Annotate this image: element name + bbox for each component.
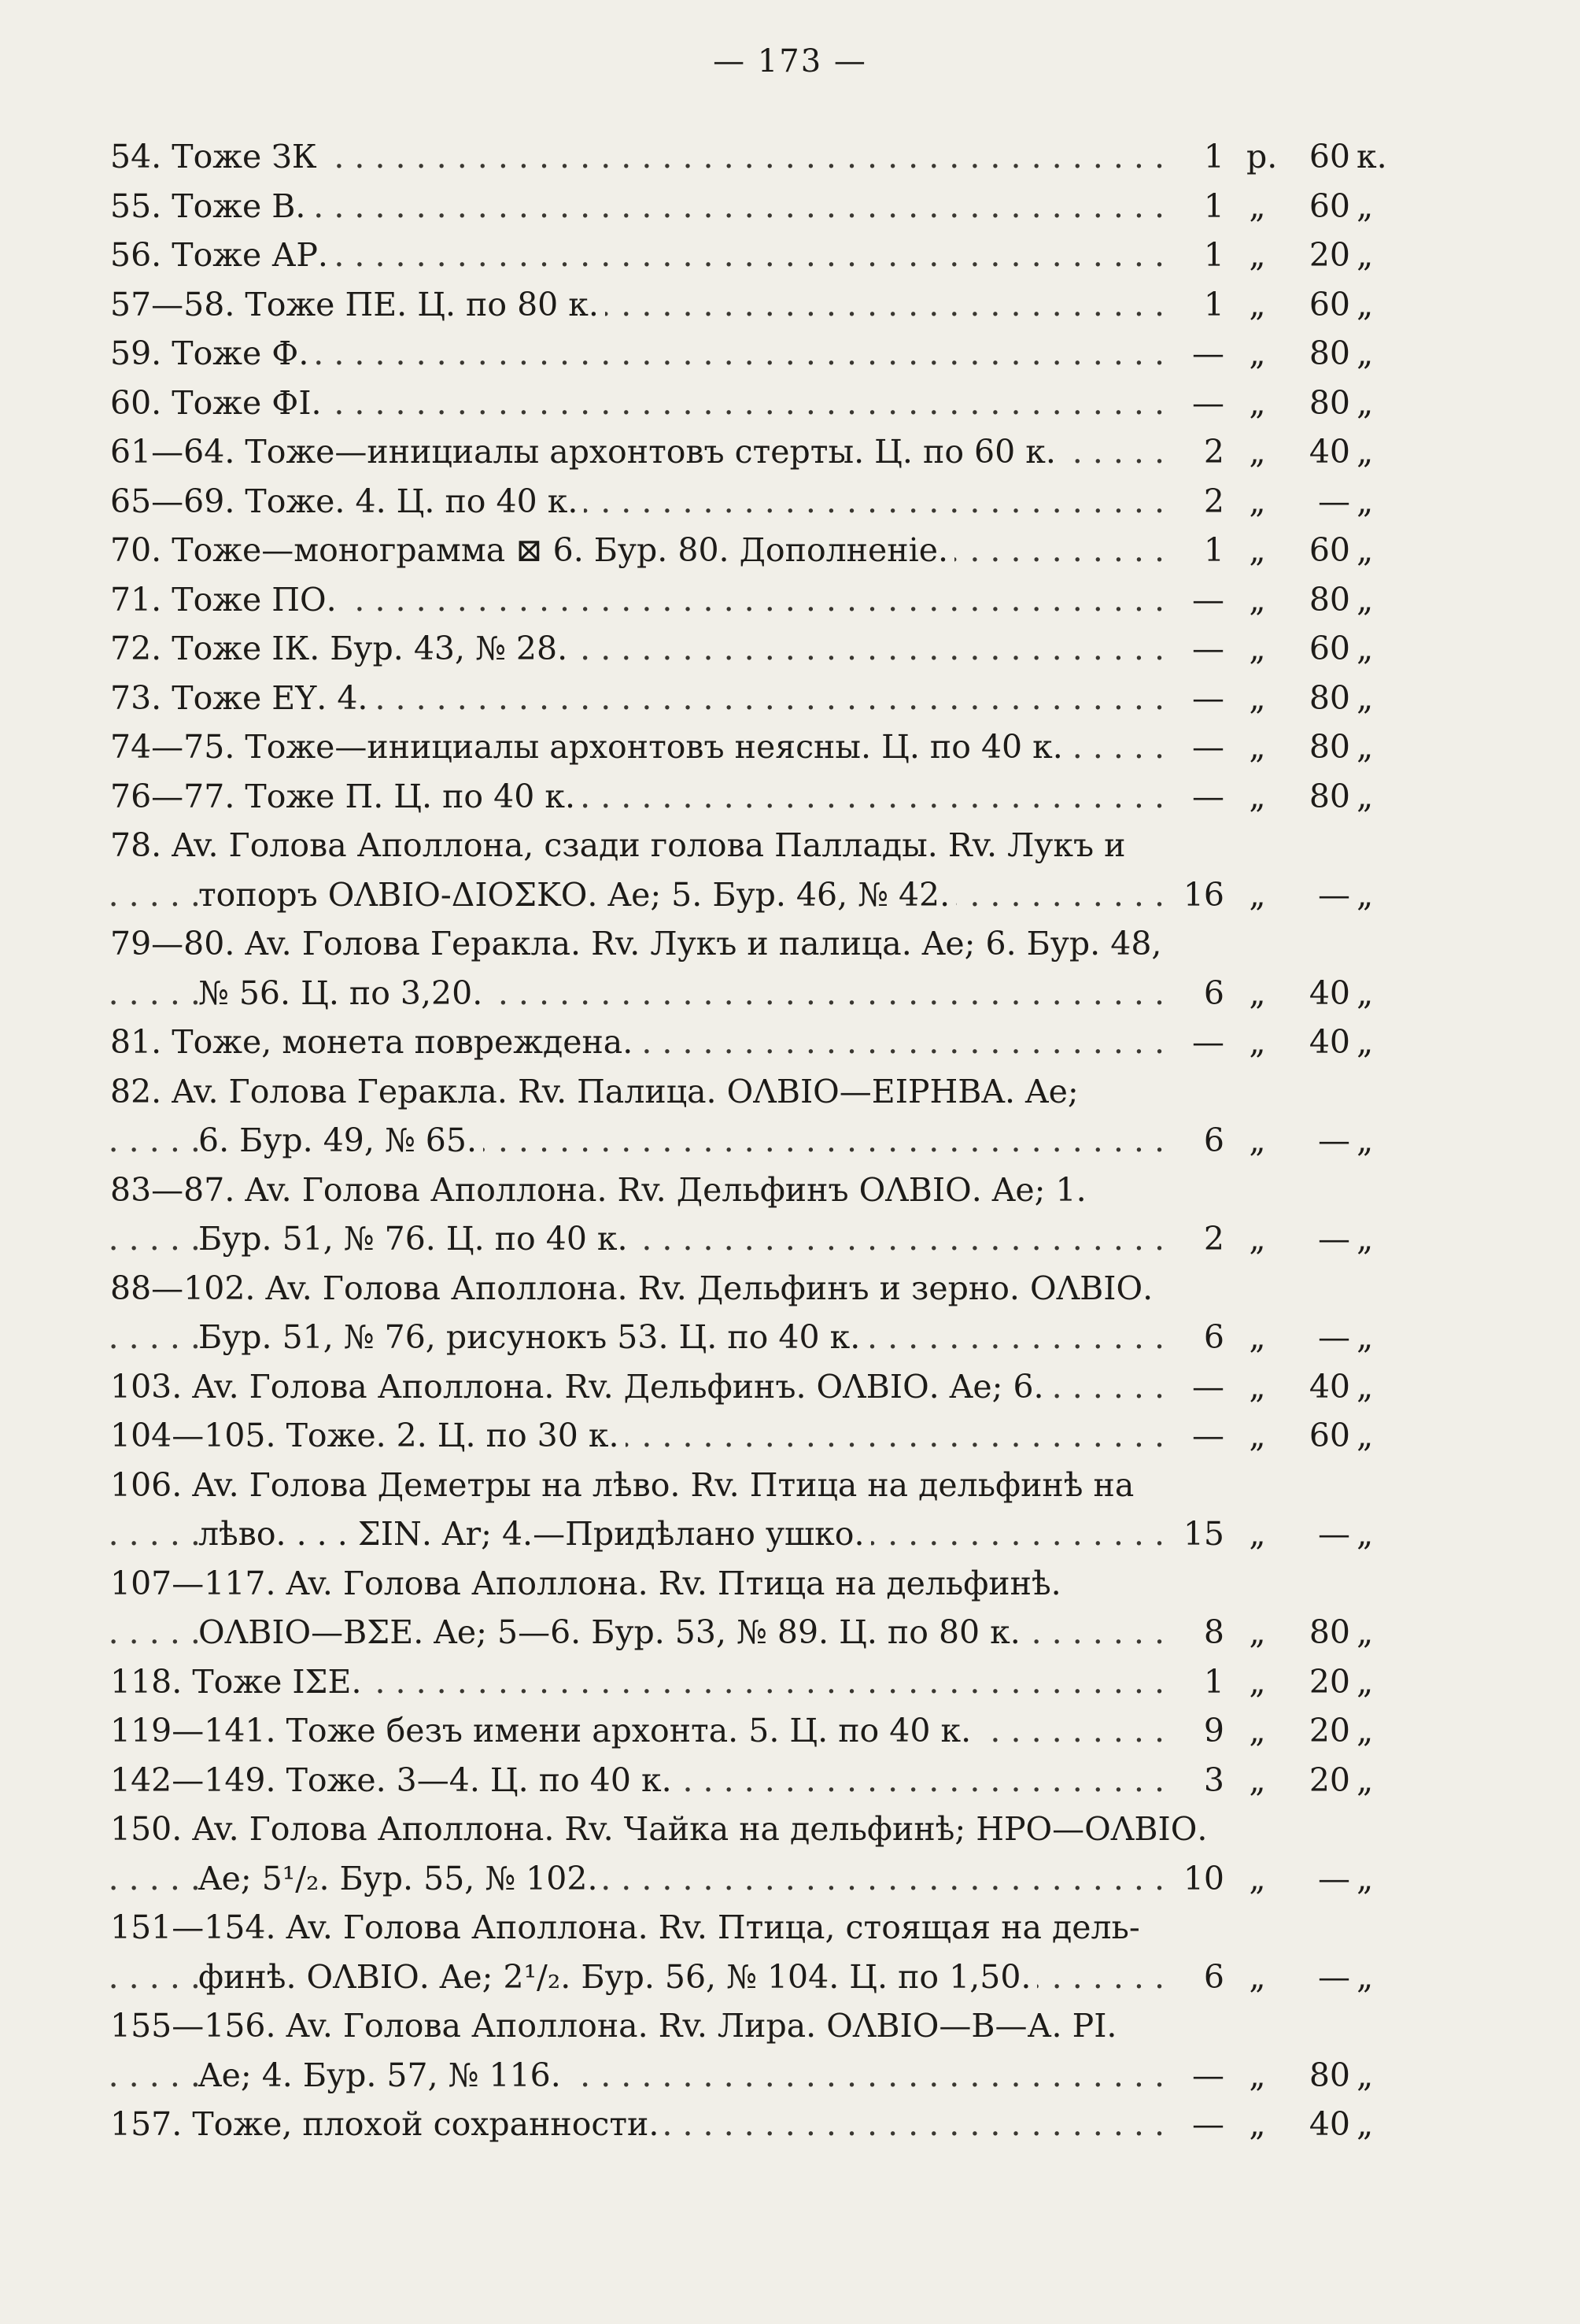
entry-text: 150. Av. Голова Аполлона. Rv. Чайка на дельфинѣ; НРО—ОΛВІО.: [110, 1810, 1213, 1848]
price-rubles: —: [1192, 580, 1224, 619]
entry-line: [110, 286, 1377, 335]
price-kopecks: 40: [1309, 433, 1350, 471]
page-number: — 173 —: [713, 43, 867, 79]
price-separator: „: [1249, 187, 1266, 225]
price-kopecks: 40: [1309, 1023, 1350, 1061]
entry-line: [110, 1810, 1377, 1860]
price-unit: „: [1357, 1417, 1374, 1454]
entry-text: 6. Бур. 49, № 65.: [198, 1121, 483, 1159]
entry-text: 76—77. Тоже П. Ц. по 40 к.: [110, 778, 581, 815]
entry-price: [1171, 728, 1377, 777]
catalog-entry: [110, 826, 1377, 925]
price-separator: „: [1249, 1761, 1266, 1799]
price-kopecks: —: [1318, 1220, 1350, 1258]
price-rubles: —: [1192, 630, 1224, 667]
entry-text: 82. Av. Голова Геракла. Rv. Палица. ОΛВІО—ΕΙΡΗΒΑ. Ae;: [110, 1073, 1085, 1110]
entry-text: 59. Тоже Ф.: [110, 334, 315, 372]
entry-price: [1171, 974, 1377, 1023]
entry-line: [110, 876, 1377, 926]
price-rubles: —: [1192, 383, 1224, 422]
entry-text: 81. Тоже, монета повреждена.: [110, 1023, 639, 1061]
price-separator: „: [1249, 334, 1266, 372]
price-unit: „: [1357, 1712, 1374, 1749]
price-rubles: —: [1192, 1023, 1224, 1061]
price-rubles: —: [1192, 1417, 1224, 1454]
entry-price: [1171, 1860, 1377, 1908]
entry-text: финѣ. ОΛВІО. Ae; 2¹/₂. Бур. 56, № 104. Ц. по 1,50.: [198, 1958, 1037, 1996]
price-separator: „: [1249, 875, 1266, 914]
entry-line: [110, 1613, 1377, 1663]
entry-line: [110, 826, 1377, 876]
entry-line: [110, 1417, 1377, 1466]
price-unit: „: [1357, 1613, 1374, 1651]
entry-line: [110, 974, 1377, 1024]
price-rubles: 15: [1183, 1515, 1224, 1553]
price-separator: „: [1249, 433, 1266, 471]
price-kopecks: —: [1318, 1318, 1350, 1356]
entry-line: [110, 1368, 1377, 1417]
entry-text: 74—75. Тоже—инициалы архонтовъ неясны. Ц. по 40 к.: [110, 728, 1069, 766]
catalog-entry: [110, 482, 1377, 532]
catalog-entry: [110, 1417, 1377, 1466]
price-kopecks: —: [1318, 482, 1350, 520]
catalog-entry: [110, 2105, 1377, 2155]
price-unit: „: [1357, 2056, 1374, 2094]
entry-price: [1171, 1121, 1377, 1170]
catalog-entry: [110, 1368, 1377, 1417]
price-separator: „: [1249, 531, 1266, 569]
entry-line: [110, 1171, 1377, 1221]
price-rubles: 2: [1203, 1220, 1224, 1258]
catalog-entry: [110, 630, 1377, 679]
entry-text: 155—156. Av. Голова Аполлона. Rv. Лира. ОΛВІО—В—А. РІ.: [110, 2007, 1123, 2045]
price-rubles: 1: [1203, 1662, 1224, 1701]
price-kopecks: 60: [1309, 630, 1350, 667]
price-rubles: 8: [1203, 1613, 1224, 1651]
price-kopecks: 60: [1309, 1417, 1350, 1454]
price-kopecks: 40: [1309, 2105, 1350, 2143]
entry-price: [1171, 1023, 1377, 1072]
entry-price: [1171, 334, 1377, 383]
price-kopecks: 80: [1309, 2056, 1350, 2094]
entry-line: [110, 581, 1377, 630]
price-separator: „: [1249, 728, 1266, 766]
entry-line: [110, 433, 1377, 482]
entry-text: 83—87. Av. Голова Аполлона. Rv. Дельфинъ ОΛВІО. Ae; 1.: [110, 1171, 1093, 1209]
entry-line: [110, 138, 1387, 187]
entry-price: [1171, 1712, 1377, 1761]
entry-line: [110, 1958, 1377, 2008]
entry-text: 79—80. Av. Голова Геракла. Rv. Лукъ и палица. Ae; 6. Бур. 48,: [110, 925, 1168, 962]
entry-line: [110, 1761, 1377, 1811]
price-unit: „: [1357, 433, 1374, 471]
entry-line: [110, 1663, 1377, 1713]
entry-line: [110, 1565, 1377, 1614]
price-rubles: 6: [1203, 1957, 1224, 1996]
price-unit: „: [1357, 1515, 1374, 1553]
price-separator: „: [1249, 1712, 1266, 1749]
entry-price: [1171, 286, 1377, 334]
entry-text: 70. Тоже—монограмма ⊠ 6. Бур. 80. Дополненіе.: [110, 531, 954, 569]
entry-line: [110, 1466, 1377, 1516]
entry-price: [1171, 2056, 1377, 2105]
price-kopecks: 60: [1309, 187, 1350, 225]
price-rubles: —: [1192, 678, 1224, 717]
price-kopecks: 20: [1309, 1662, 1350, 1701]
price-unit: „: [1357, 630, 1374, 667]
price-unit: „: [1357, 1220, 1374, 1258]
entry-price: [1171, 1220, 1377, 1269]
entry-line: [110, 1908, 1377, 1958]
entry-line: [110, 1515, 1377, 1565]
entry-text: 119—141. Тоже безъ имени архонта. 5. Ц. по 40 к.: [110, 1712, 977, 1749]
price-rubles: —: [1192, 2105, 1224, 2143]
catalog-entry: [110, 679, 1377, 729]
price-unit: „: [1357, 728, 1374, 766]
catalog-entry: [110, 1171, 1377, 1269]
price-kopecks: 40: [1309, 974, 1350, 1012]
entry-price: [1171, 778, 1377, 826]
price-kopecks: 20: [1309, 1761, 1350, 1799]
entry-line: [110, 2105, 1377, 2155]
entry-price: [1171, 2105, 1377, 2154]
price-separator: „: [1249, 285, 1266, 323]
catalog-entry: [110, 187, 1377, 237]
price-rubles: 9: [1203, 1712, 1224, 1749]
price-unit: „: [1357, 285, 1374, 323]
entry-price: [1171, 482, 1377, 531]
price-rubles: —: [1192, 334, 1224, 372]
entry-text: 157. Тоже, плохой сохранности.: [110, 2105, 665, 2143]
catalog-entry: [110, 1663, 1377, 1713]
entry-line: [110, 1073, 1377, 1122]
price-unit: „: [1357, 334, 1374, 372]
entry-text: Ae; 4. Бур. 57, № 116.: [198, 2056, 567, 2094]
price-unit: „: [1357, 1761, 1374, 1799]
entry-text: 88—102. Av. Голова Аполлона. Rv. Дельфинъ и зерно. ОΛВІО.: [110, 1269, 1159, 1307]
entry-price: [1171, 679, 1377, 728]
catalog-entry: [110, 531, 1377, 581]
price-separator: „: [1249, 383, 1266, 422]
entry-line: [110, 1023, 1377, 1073]
price-separator: „: [1249, 236, 1266, 274]
entry-price: [1171, 236, 1377, 285]
price-rubles: —: [1192, 728, 1224, 766]
price-rubles: 6: [1203, 1121, 1224, 1159]
entry-line: [110, 187, 1377, 237]
entry-price: [1171, 531, 1377, 580]
entry-price: [1171, 384, 1377, 433]
price-unit: „: [1357, 875, 1374, 914]
price-rubles: —: [1192, 1367, 1224, 1406]
price-unit: „: [1357, 678, 1374, 717]
price-separator: „: [1249, 1121, 1266, 1159]
price-unit: „: [1357, 1318, 1374, 1356]
price-separator: „: [1249, 2105, 1266, 2143]
price-unit: „: [1357, 1367, 1374, 1406]
price-separator: „: [1249, 1220, 1266, 1258]
entry-price: [1171, 876, 1377, 925]
entry-text: 57—58. Тоже ПЕ. Ц. по 80 к.: [110, 286, 605, 323]
entry-price: [1171, 1368, 1377, 1417]
price-rubles: 16: [1183, 875, 1224, 914]
catalog-entry: [110, 1269, 1377, 1368]
catalog-entries: [110, 138, 1387, 2155]
price-unit: „: [1357, 187, 1374, 225]
price-unit: „: [1357, 1121, 1374, 1159]
entry-price: [1171, 630, 1377, 678]
entry-text: 106. Av. Голова Деметры на лѣво. Rv. Птица на дельфинѣ на: [110, 1466, 1140, 1504]
price-kopecks: 80: [1309, 383, 1350, 422]
entry-text: Бур. 51, № 76. Ц. по 40 к.: [198, 1220, 634, 1258]
price-separator: „: [1249, 678, 1266, 717]
price-separator: „: [1249, 1417, 1266, 1454]
price-unit: „: [1357, 2105, 1374, 2143]
price-kopecks: —: [1318, 1121, 1350, 1159]
price-unit: „: [1357, 236, 1374, 274]
entry-price: [1171, 1417, 1377, 1465]
price-separator: „: [1249, 1515, 1266, 1553]
entry-line: [110, 728, 1377, 778]
catalog-entry: [110, 286, 1377, 335]
entry-line: [110, 925, 1377, 974]
entry-line: [110, 1121, 1377, 1171]
catalog-entry: [110, 1023, 1377, 1073]
catalog-entry: [110, 581, 1377, 630]
price-separator: „: [1249, 974, 1266, 1012]
entry-text: 72. Тоже ІК. Бур. 43, № 28.: [110, 630, 574, 667]
price-unit: „: [1357, 1859, 1374, 1897]
price-rubles: 6: [1203, 974, 1224, 1012]
price-separator: „: [1249, 1318, 1266, 1356]
entry-text: 56. Тоже АР.: [110, 236, 334, 274]
entry-text: 103. Av. Голова Аполлона. Rv. Дельфинъ. ОΛВІО. Ae; 6.: [110, 1368, 1050, 1406]
price-rubles: —: [1192, 2056, 1224, 2094]
price-kopecks: 80: [1309, 777, 1350, 815]
catalog-entry: [110, 384, 1377, 434]
catalog-entry: [110, 1466, 1377, 1565]
price-rubles: 1: [1203, 236, 1224, 274]
price-separator: „: [1249, 1613, 1266, 1651]
catalog-entry: [110, 138, 1387, 187]
price-unit: к.: [1357, 138, 1387, 176]
entry-text: № 56. Ц. по 3,20.: [198, 974, 489, 1012]
price-separator: „: [1249, 1367, 1266, 1406]
price-unit: „: [1357, 1957, 1374, 1996]
entry-line: [110, 334, 1377, 384]
entry-price: [1171, 1318, 1377, 1367]
price-rubles: 1: [1203, 285, 1224, 323]
price-kopecks: 80: [1309, 334, 1350, 372]
entry-text: 118. Тоже ΙΣΕ.: [110, 1663, 368, 1701]
catalog-entry: [110, 1565, 1377, 1663]
entry-text: 142—149. Тоже. 3—4. Ц. по 40 к.: [110, 1761, 678, 1799]
price-separator: „: [1249, 482, 1266, 520]
price-kopecks: —: [1318, 1957, 1350, 1996]
price-unit: „: [1357, 974, 1374, 1012]
price-unit: „: [1357, 580, 1374, 619]
entry-line: [110, 2056, 1377, 2106]
catalog-entry: [110, 1073, 1377, 1171]
entry-text: Бур. 51, № 76, рисунокъ 53. Ц. по 40 к.: [198, 1318, 866, 1356]
catalog-entry: [110, 728, 1377, 778]
entry-line: [110, 1860, 1377, 1909]
price-kopecks: —: [1318, 1515, 1350, 1553]
entry-text: лѣво. . . . ΣΙΝ. Ar; 4.—Придѣлано ушко.: [198, 1515, 871, 1553]
catalog-entry: [110, 433, 1377, 482]
entry-text: 60. Тоже ФІ.: [110, 384, 328, 422]
price-unit: „: [1357, 531, 1374, 569]
price-unit: „: [1357, 482, 1374, 520]
price-kopecks: 20: [1309, 236, 1350, 274]
price-kopecks: 60: [1309, 138, 1350, 176]
entry-text: 73. Тоже ЕҮ. 4.: [110, 679, 374, 717]
entry-text: 104—105. Тоже. 2. Ц. по 30 к.: [110, 1417, 626, 1454]
catalog-entry: [110, 2007, 1377, 2105]
entry-price: [1171, 1663, 1377, 1712]
entry-line: [110, 482, 1377, 532]
entry-text: ОΛВІО—ΒΣΕ. Ae; 5—6. Бур. 53, № 89. Ц. по 80 к.: [198, 1613, 1027, 1651]
price-separator: „: [1249, 580, 1266, 619]
entry-line: [110, 1712, 1377, 1761]
price-separator: „: [1249, 1859, 1266, 1897]
price-rubles: 3: [1203, 1761, 1224, 1799]
price-kopecks: —: [1318, 875, 1350, 914]
price-separator: „: [1249, 1662, 1266, 1701]
catalog-entry: [110, 778, 1377, 827]
entry-line: [110, 236, 1377, 286]
price-rubles: 1: [1203, 531, 1224, 569]
price-rubles: —: [1192, 777, 1224, 815]
price-unit: „: [1357, 383, 1374, 422]
entry-text: 78. Av. Голова Аполлона, сзади голова Паллады. Rv. Лукъ и: [110, 826, 1131, 864]
entry-price: [1171, 187, 1377, 236]
catalog-entry: [110, 1908, 1377, 2007]
price-kopecks: 40: [1309, 1367, 1350, 1406]
entry-line: [110, 1220, 1377, 1269]
entry-line: [110, 1318, 1377, 1368]
price-separator: „: [1249, 1023, 1266, 1061]
price-rubles: 2: [1203, 482, 1224, 520]
price-kopecks: 80: [1309, 678, 1350, 717]
entry-text: 107—117. Av. Голова Аполлона. Rv. Птица на дельфинѣ.: [110, 1565, 1068, 1602]
entry-line: [110, 384, 1377, 434]
price-rubles: 1: [1203, 138, 1224, 176]
catalog-entry: [110, 1761, 1377, 1811]
price-kopecks: 80: [1309, 1613, 1350, 1651]
price-kopecks: 60: [1309, 285, 1350, 323]
price-rubles: 1: [1203, 187, 1224, 225]
entry-text: топоръ ОΛВІО-ΔΙΟΣΚΟ. Ae; 5. Бур. 46, № 42.: [198, 876, 956, 914]
entry-price: [1171, 581, 1377, 630]
entry-text: 71. Тоже ПО.: [110, 581, 343, 619]
entry-price: [1171, 138, 1387, 187]
entry-line: [110, 531, 1377, 581]
price-kopecks: 80: [1309, 580, 1350, 619]
price-kopecks: —: [1318, 1859, 1350, 1897]
price-rubles: 2: [1203, 433, 1224, 471]
price-kopecks: 80: [1309, 728, 1350, 766]
entry-line: [110, 1269, 1377, 1319]
price-rubles: 10: [1183, 1859, 1224, 1897]
catalog-entry: [110, 1810, 1377, 1908]
entry-line: [110, 630, 1377, 679]
price-kopecks: 20: [1309, 1712, 1350, 1749]
entry-text: 55. Тоже В.: [110, 187, 312, 225]
catalog-entry: [110, 334, 1377, 384]
entry-price: [1171, 1761, 1377, 1810]
price-separator: „: [1249, 2056, 1266, 2094]
entry-price: [1171, 1613, 1377, 1662]
entry-price: [1171, 1515, 1377, 1564]
price-separator: „: [1249, 1957, 1266, 1996]
price-unit: „: [1357, 777, 1374, 815]
entry-line: [110, 2007, 1377, 2056]
entry-text: 61—64. Тоже—инициалы архонтовъ стерты. Ц. по 60 к.: [110, 433, 1062, 471]
catalog-entry: [110, 1712, 1377, 1761]
entry-text: 54. Тоже ЗК: [110, 138, 323, 176]
entry-price: [1171, 1958, 1377, 2007]
catalog-entry: [110, 925, 1377, 1023]
price-kopecks: 60: [1309, 531, 1350, 569]
entry-text: 151—154. Av. Голова Аполлона. Rv. Птица, стоящая на дель-: [110, 1908, 1146, 1946]
entry-text: Ae; 5¹/₂. Бур. 55, № 102.: [198, 1860, 604, 1897]
entry-price: [1171, 433, 1377, 482]
price-separator: „: [1249, 777, 1266, 815]
price-separator: „: [1249, 630, 1266, 667]
entry-line: [110, 778, 1377, 827]
price-separator: р.: [1246, 138, 1278, 176]
entry-line: [110, 679, 1377, 729]
price-rubles: 6: [1203, 1318, 1224, 1356]
price-unit: „: [1357, 1023, 1374, 1061]
catalog-entry: [110, 236, 1377, 286]
entry-text: 65—69. Тоже. 4. Ц. по 40 к.: [110, 482, 584, 520]
price-unit: „: [1357, 1662, 1374, 1701]
